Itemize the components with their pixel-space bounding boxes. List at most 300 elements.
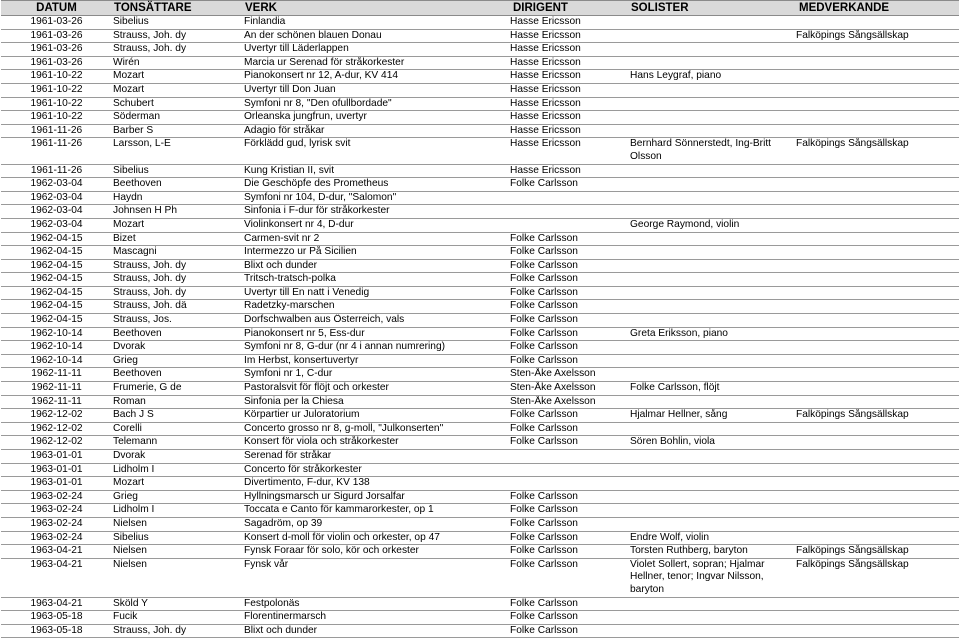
- header-row: [1, 1, 959, 16]
- work-cell: Blixt och dunder: [243, 259, 509, 273]
- composer-cell: Strauss, Jos.: [112, 314, 243, 328]
- work-cell: Kung Kristian II, svit: [243, 164, 509, 178]
- table-row: [1, 16, 959, 30]
- participants-cell: [795, 218, 959, 232]
- conductor-cell: Hasse Ericsson: [509, 97, 629, 111]
- table-row: [1, 246, 959, 260]
- conductor-cell: Hasse Ericsson: [509, 16, 629, 30]
- participants-cell: [795, 56, 959, 70]
- participants-cell: Falköpings Sångsällskap: [795, 138, 959, 164]
- composer-cell: Haydn: [112, 191, 243, 205]
- composer-cell: Lidholm I: [112, 504, 243, 518]
- column-header-dirigent: DIRIGENT: [509, 1, 629, 16]
- table-row: [1, 164, 959, 178]
- composer-cell: Schubert: [112, 97, 243, 111]
- composer-cell: Strauss, Joh. dy: [112, 273, 243, 287]
- table-row: [1, 111, 959, 125]
- work-cell: Blixt och dunder: [243, 624, 509, 638]
- table-row: [1, 327, 959, 341]
- table-row: [1, 436, 959, 450]
- conductor-cell: Folke Carlsson: [509, 327, 629, 341]
- table-row: [1, 477, 959, 491]
- work-cell: Marcia ur Serenad för stråkorkester: [243, 56, 509, 70]
- work-cell: An der schönen blauen Donau: [243, 29, 509, 43]
- column-header-solister: SOLISTER: [629, 1, 795, 16]
- participants-cell: [795, 341, 959, 355]
- date-cell: 1963-02-24: [1, 490, 112, 504]
- date-cell: 1963-04-21: [1, 597, 112, 611]
- participants-cell: [795, 450, 959, 464]
- composer-cell: Mozart: [112, 83, 243, 97]
- composer-cell: Strauss, Joh. dy: [112, 29, 243, 43]
- composer-cell: Strauss, Joh. dy: [112, 286, 243, 300]
- work-cell: Im Herbst, konsertuvertyr: [243, 354, 509, 368]
- conductor-cell: Folke Carlsson: [509, 597, 629, 611]
- soloists-cell: [629, 597, 795, 611]
- soloists-cell: [629, 341, 795, 355]
- soloists-cell: [629, 205, 795, 219]
- table-row: [1, 29, 959, 43]
- date-cell: 1962-11-11: [1, 395, 112, 409]
- participants-cell: [795, 463, 959, 477]
- conductor-cell: Folke Carlsson: [509, 259, 629, 273]
- composer-cell: Barber S: [112, 124, 243, 138]
- participants-cell: [795, 477, 959, 491]
- date-cell: 1961-10-22: [1, 97, 112, 111]
- date-cell: 1961-10-22: [1, 83, 112, 97]
- date-cell: 1961-11-26: [1, 164, 112, 178]
- composer-cell: Dvorak: [112, 450, 243, 464]
- composer-cell: Larsson, L-E: [112, 138, 243, 164]
- table-row: [1, 450, 959, 464]
- participants-cell: [795, 314, 959, 328]
- participants-cell: [795, 259, 959, 273]
- date-cell: 1962-04-15: [1, 314, 112, 328]
- work-cell: Symfoni nr 8, "Den ofullbordade": [243, 97, 509, 111]
- soloists-cell: [629, 450, 795, 464]
- date-cell: 1962-10-14: [1, 327, 112, 341]
- date-cell: 1961-11-26: [1, 138, 112, 164]
- participants-cell: [795, 395, 959, 409]
- soloists-cell: [629, 43, 795, 57]
- composer-cell: Beethoven: [112, 368, 243, 382]
- table-row: [1, 138, 959, 164]
- composer-cell: Sköld Y: [112, 597, 243, 611]
- conductor-cell: [509, 205, 629, 219]
- participants-cell: [795, 490, 959, 504]
- work-cell: Sinfonia per la Chiesa: [243, 395, 509, 409]
- conductor-cell: Folke Carlsson: [509, 409, 629, 423]
- participants-cell: [795, 232, 959, 246]
- column-header-verk: VERK: [243, 1, 509, 16]
- conductor-cell: Folke Carlsson: [509, 341, 629, 355]
- composer-cell: Strauss, Joh. dy: [112, 43, 243, 57]
- conductor-cell: Folke Carlsson: [509, 624, 629, 638]
- conductor-cell: Hasse Ericsson: [509, 56, 629, 70]
- soloists-cell: [629, 232, 795, 246]
- participants-cell: [795, 124, 959, 138]
- table-row: [1, 83, 959, 97]
- conductor-cell: Folke Carlsson: [509, 611, 629, 625]
- soloists-cell: [629, 56, 795, 70]
- participants-cell: [795, 178, 959, 192]
- conductor-cell: Hasse Ericsson: [509, 111, 629, 125]
- work-cell: Förklädd gud, lyrisk svit: [243, 138, 509, 164]
- participants-cell: [795, 111, 959, 125]
- table-row: [1, 205, 959, 219]
- soloists-cell: [629, 517, 795, 531]
- date-cell: 1962-12-02: [1, 409, 112, 423]
- table-row: [1, 314, 959, 328]
- composer-cell: Corelli: [112, 422, 243, 436]
- soloists-cell: [629, 16, 795, 30]
- composer-cell: Grieg: [112, 354, 243, 368]
- soloists-cell: Hjalmar Hellner, sång: [629, 409, 795, 423]
- work-cell: Uvertyr till Don Juan: [243, 83, 509, 97]
- work-cell: Sinfonia i F-dur för stråkorkester: [243, 205, 509, 219]
- soloists-cell: Torsten Ruthberg, baryton: [629, 545, 795, 559]
- work-cell: Konsert för viola och stråkorkester: [243, 436, 509, 450]
- work-cell: Concerto för stråkorkester: [243, 463, 509, 477]
- table-row: [1, 422, 959, 436]
- table-row: [1, 218, 959, 232]
- soloists-cell: [629, 624, 795, 638]
- date-cell: 1962-11-11: [1, 382, 112, 396]
- date-cell: 1963-02-24: [1, 517, 112, 531]
- table-row: [1, 624, 959, 638]
- participants-cell: [795, 368, 959, 382]
- participants-cell: Falköpings Sångsällskap: [795, 29, 959, 43]
- work-cell: Fynsk vår: [243, 558, 509, 597]
- composer-cell: Sibelius: [112, 16, 243, 30]
- composer-cell: Roman: [112, 395, 243, 409]
- participants-cell: [795, 70, 959, 84]
- date-cell: 1963-05-18: [1, 624, 112, 638]
- conductor-cell: Folke Carlsson: [509, 273, 629, 287]
- conductor-cell: Folke Carlsson: [509, 504, 629, 518]
- conductor-cell: Hasse Ericsson: [509, 138, 629, 164]
- composer-cell: Strauss, Joh. dä: [112, 300, 243, 314]
- conductor-cell: [509, 477, 629, 491]
- soloists-cell: [629, 259, 795, 273]
- participants-cell: [795, 382, 959, 396]
- conductor-cell: Folke Carlsson: [509, 178, 629, 192]
- participants-cell: [795, 422, 959, 436]
- date-cell: 1961-03-26: [1, 43, 112, 57]
- soloists-cell: [629, 273, 795, 287]
- soloists-cell: Sören Bohlin, viola: [629, 436, 795, 450]
- soloists-cell: [629, 490, 795, 504]
- conductor-cell: [509, 191, 629, 205]
- soloists-cell: [629, 286, 795, 300]
- conductor-cell: Hasse Ericsson: [509, 83, 629, 97]
- composer-cell: Mascagni: [112, 246, 243, 260]
- composer-cell: Wirén: [112, 56, 243, 70]
- date-cell: 1962-03-04: [1, 205, 112, 219]
- date-cell: 1962-12-02: [1, 422, 112, 436]
- participants-cell: [795, 624, 959, 638]
- soloists-cell: [629, 97, 795, 111]
- participants-cell: [795, 354, 959, 368]
- composer-cell: Nielsen: [112, 517, 243, 531]
- soloists-cell: [629, 422, 795, 436]
- table-row: [1, 597, 959, 611]
- soloists-cell: [629, 463, 795, 477]
- table-row: [1, 70, 959, 84]
- composer-cell: Söderman: [112, 111, 243, 125]
- table-row: [1, 191, 959, 205]
- conductor-cell: Folke Carlsson: [509, 531, 629, 545]
- work-cell: Uvertyr till En natt i Venedig: [243, 286, 509, 300]
- date-cell: 1963-01-01: [1, 477, 112, 491]
- table-row: [1, 368, 959, 382]
- composer-cell: Sibelius: [112, 164, 243, 178]
- composer-cell: Sibelius: [112, 531, 243, 545]
- date-cell: 1961-10-22: [1, 70, 112, 84]
- participants-cell: [795, 97, 959, 111]
- soloists-cell: [629, 314, 795, 328]
- table-row: [1, 300, 959, 314]
- work-cell: Festpolonäs: [243, 597, 509, 611]
- work-cell: Körpartier ur Juloratorium: [243, 409, 509, 423]
- work-cell: Toccata e Canto för kammarorkester, op 1: [243, 504, 509, 518]
- composer-cell: Beethoven: [112, 327, 243, 341]
- soloists-cell: Endre Wolf, violin: [629, 531, 795, 545]
- date-cell: 1962-04-15: [1, 300, 112, 314]
- work-cell: Intermezzo ur På Sicilien: [243, 246, 509, 260]
- conductor-cell: Sten-Åke Axelsson: [509, 382, 629, 396]
- composer-cell: Dvorak: [112, 341, 243, 355]
- date-cell: 1962-03-04: [1, 191, 112, 205]
- participants-cell: [795, 327, 959, 341]
- table-row: [1, 259, 959, 273]
- column-header-tonsattare: TONSÄTTARE: [112, 1, 243, 16]
- conductor-cell: Hasse Ericsson: [509, 124, 629, 138]
- soloists-cell: [629, 395, 795, 409]
- work-cell: Pianokonsert nr 5, Ess-dur: [243, 327, 509, 341]
- conductor-cell: Folke Carlsson: [509, 545, 629, 559]
- soloists-cell: Greta Eriksson, piano: [629, 327, 795, 341]
- date-cell: 1962-04-15: [1, 286, 112, 300]
- work-cell: Orleanska jungfrun, uvertyr: [243, 111, 509, 125]
- soloists-cell: Hans Leygraf, piano: [629, 70, 795, 84]
- participants-cell: [795, 286, 959, 300]
- work-cell: Adagio för stråkar: [243, 124, 509, 138]
- table-row: [1, 382, 959, 396]
- table-row: [1, 545, 959, 559]
- table-row: [1, 341, 959, 355]
- participants-cell: Falköpings Sångsällskap: [795, 409, 959, 423]
- work-cell: Fynsk Foraar för solo, kör och orkester: [243, 545, 509, 559]
- conductor-cell: Hasse Ericsson: [509, 29, 629, 43]
- table-row: [1, 463, 959, 477]
- composer-cell: Lidholm I: [112, 463, 243, 477]
- date-cell: 1962-04-15: [1, 273, 112, 287]
- table-row: [1, 409, 959, 423]
- date-cell: 1962-10-14: [1, 354, 112, 368]
- conductor-cell: [509, 463, 629, 477]
- table-row: [1, 43, 959, 57]
- participants-cell: Falköpings Sångsällskap: [795, 558, 959, 597]
- table-row: [1, 517, 959, 531]
- table-row: [1, 354, 959, 368]
- conductor-cell: Hasse Ericsson: [509, 164, 629, 178]
- soloists-cell: [629, 477, 795, 491]
- table-row: [1, 232, 959, 246]
- composer-cell: Strauss, Joh. dy: [112, 624, 243, 638]
- conductor-cell: Sten-Åke Axelsson: [509, 368, 629, 382]
- conductor-cell: Hasse Ericsson: [509, 43, 629, 57]
- participants-cell: [795, 531, 959, 545]
- table-row: [1, 97, 959, 111]
- date-cell: 1962-04-15: [1, 246, 112, 260]
- date-cell: 1961-03-26: [1, 29, 112, 43]
- date-cell: 1962-03-04: [1, 178, 112, 192]
- composer-cell: Johnsen H Ph: [112, 205, 243, 219]
- conductor-cell: Folke Carlsson: [509, 232, 629, 246]
- table-row: [1, 178, 959, 192]
- conductor-cell: Folke Carlsson: [509, 286, 629, 300]
- conductor-cell: Folke Carlsson: [509, 246, 629, 260]
- soloists-cell: [629, 300, 795, 314]
- composer-cell: Frumerie, G de: [112, 382, 243, 396]
- date-cell: 1963-04-21: [1, 558, 112, 597]
- participants-cell: [795, 83, 959, 97]
- work-cell: Hyllningsmarsch ur Sigurd Jorsalfar: [243, 490, 509, 504]
- soloists-cell: George Raymond, violin: [629, 218, 795, 232]
- composer-cell: Strauss, Joh. dy: [112, 259, 243, 273]
- composer-cell: Beethoven: [112, 178, 243, 192]
- soloists-cell: Violet Sollert, sopran; Hjalmar Hellner, tenor; Ingvar Nilsson, baryton: [629, 558, 795, 597]
- column-header-datum: DATUM: [1, 1, 112, 16]
- date-cell: 1963-04-21: [1, 545, 112, 559]
- work-cell: Violinkonsert nr 4, D-dur: [243, 218, 509, 232]
- work-cell: Dorfschwalben aus Österreich, vals: [243, 314, 509, 328]
- participants-cell: [795, 191, 959, 205]
- date-cell: 1963-01-01: [1, 463, 112, 477]
- conductor-cell: Folke Carlsson: [509, 422, 629, 436]
- conductor-cell: [509, 450, 629, 464]
- date-cell: 1962-03-04: [1, 218, 112, 232]
- date-cell: 1961-03-26: [1, 56, 112, 70]
- composer-cell: Bach J S: [112, 409, 243, 423]
- participants-cell: [795, 205, 959, 219]
- participants-cell: [795, 436, 959, 450]
- conductor-cell: Folke Carlsson: [509, 314, 629, 328]
- table-row: [1, 286, 959, 300]
- soloists-cell: [629, 124, 795, 138]
- participants-cell: [795, 246, 959, 260]
- date-cell: 1962-11-11: [1, 368, 112, 382]
- soloists-cell: Folke Carlsson, flöjt: [629, 382, 795, 396]
- date-cell: 1961-10-22: [1, 111, 112, 125]
- work-cell: Concerto grosso nr 8, g-moll, "Julkonserten": [243, 422, 509, 436]
- table-row: [1, 531, 959, 545]
- soloists-cell: [629, 504, 795, 518]
- conductor-cell: [509, 218, 629, 232]
- date-cell: 1963-02-24: [1, 504, 112, 518]
- date-cell: 1962-12-02: [1, 436, 112, 450]
- composer-cell: Bizet: [112, 232, 243, 246]
- composer-cell: Nielsen: [112, 558, 243, 597]
- work-cell: Pianokonsert nr 12, A-dur, KV 414: [243, 70, 509, 84]
- table-row: [1, 273, 959, 287]
- composer-cell: Mozart: [112, 70, 243, 84]
- soloists-cell: [629, 611, 795, 625]
- conductor-cell: Hasse Ericsson: [509, 70, 629, 84]
- work-cell: Uvertyr till Läderlappen: [243, 43, 509, 57]
- work-cell: Symfoni nr 1, C-dur: [243, 368, 509, 382]
- soloists-cell: [629, 368, 795, 382]
- soloists-cell: [629, 111, 795, 125]
- work-cell: Symfoni nr 8, G-dur (nr 4 i annan numrering): [243, 341, 509, 355]
- soloists-cell: [629, 83, 795, 97]
- participants-cell: [795, 164, 959, 178]
- date-cell: 1962-04-15: [1, 259, 112, 273]
- participants-cell: [795, 597, 959, 611]
- soloists-cell: [629, 246, 795, 260]
- work-cell: Finlandia: [243, 16, 509, 30]
- date-cell: 1963-01-01: [1, 450, 112, 464]
- date-cell: 1962-04-15: [1, 232, 112, 246]
- table-row: [1, 504, 959, 518]
- work-cell: Pastoralsvit för flöjt och orkester: [243, 382, 509, 396]
- soloists-cell: [629, 191, 795, 205]
- conductor-cell: Folke Carlsson: [509, 490, 629, 504]
- composer-cell: Grieg: [112, 490, 243, 504]
- conductor-cell: Folke Carlsson: [509, 300, 629, 314]
- table-body: [1, 16, 959, 638]
- table-row: [1, 490, 959, 504]
- soloists-cell: Bernhard Sönnerstedt, Ing-Britt Olsson: [629, 138, 795, 164]
- work-cell: Sagadröm, op 39: [243, 517, 509, 531]
- work-cell: Konsert d-moll för violin och orkester, op 47: [243, 531, 509, 545]
- participants-cell: [795, 273, 959, 287]
- date-cell: 1963-02-24: [1, 531, 112, 545]
- soloists-cell: [629, 354, 795, 368]
- table-row: [1, 558, 959, 597]
- composer-cell: Telemann: [112, 436, 243, 450]
- conductor-cell: Folke Carlsson: [509, 436, 629, 450]
- concert-table: [1, 0, 959, 638]
- work-cell: Florentinermarsch: [243, 611, 509, 625]
- work-cell: Divertimento, F-dur, KV 138: [243, 477, 509, 491]
- date-cell: 1961-11-26: [1, 124, 112, 138]
- participants-cell: Falköpings Sångsällskap: [795, 545, 959, 559]
- participants-cell: [795, 300, 959, 314]
- table-row: [1, 611, 959, 625]
- date-cell: 1962-10-14: [1, 341, 112, 355]
- soloists-cell: [629, 164, 795, 178]
- table-row: [1, 56, 959, 70]
- column-header-medverkande: MEDVERKANDE: [795, 1, 959, 16]
- composer-cell: Mozart: [112, 477, 243, 491]
- work-cell: Serenad för stråkar: [243, 450, 509, 464]
- table-row: [1, 124, 959, 138]
- table-row: [1, 395, 959, 409]
- date-cell: 1963-05-18: [1, 611, 112, 625]
- conductor-cell: Folke Carlsson: [509, 558, 629, 597]
- composer-cell: Mozart: [112, 218, 243, 232]
- composer-cell: Nielsen: [112, 545, 243, 559]
- participants-cell: [795, 43, 959, 57]
- work-cell: Radetzky-marschen: [243, 300, 509, 314]
- soloists-cell: [629, 178, 795, 192]
- conductor-cell: Folke Carlsson: [509, 354, 629, 368]
- conductor-cell: Folke Carlsson: [509, 517, 629, 531]
- participants-cell: [795, 611, 959, 625]
- work-cell: Symfoni nr 104, D-dur, "Salomon": [243, 191, 509, 205]
